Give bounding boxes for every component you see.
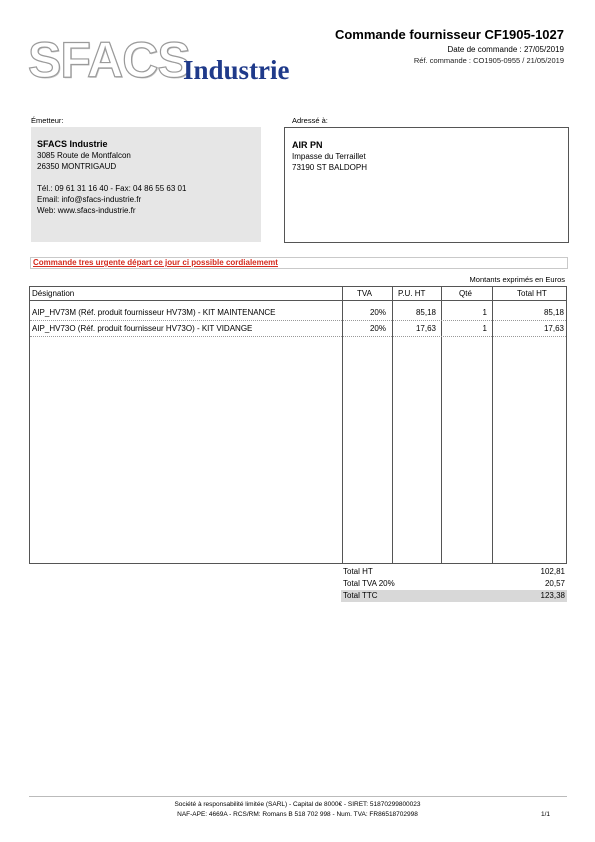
- currency-note: Montants exprimés en Euros: [469, 275, 565, 284]
- total-tva-label: Total TVA 20%: [343, 579, 395, 588]
- footer-legal-line2: NAF-APE: 4669A - RCS/RM: Romans B 518 702 998 - Num. TVA: FR86518702998: [177, 811, 418, 818]
- row-designation: AIP_HV73O (Réf. produit fournisseur HV73O) - KIT VIDANGE: [32, 324, 253, 333]
- total-ht-value: 102,81: [540, 567, 565, 576]
- order-note: [30, 257, 568, 269]
- order-note-text: Commande tres urgente départ ce jour ci possible cordialememt: [33, 258, 278, 267]
- table-row: [30, 320, 566, 337]
- footer-divider: [29, 796, 567, 797]
- recipient-label: Adressé à:: [292, 116, 328, 125]
- header-tva: TVA: [357, 289, 372, 298]
- row-total: 17,63: [543, 324, 564, 333]
- emitter-box: [31, 127, 261, 242]
- total-ttc-label: Total TTC: [343, 591, 378, 600]
- header-total-ht: Total HT: [517, 289, 547, 298]
- emitter-web: Web: www.sfacs-industrie.fr: [37, 206, 136, 215]
- document-title: Commande fournisseur CF1905-1027: [334, 27, 564, 42]
- row-unit-price: 17,63: [415, 324, 436, 333]
- row-total: 85,18: [543, 308, 564, 317]
- emitter-phone: Tél.: 09 61 31 16 40 - Fax: 04 86 55 63 01: [37, 184, 187, 193]
- emitter-email: Email: info@sfacs-industrie.fr: [37, 195, 142, 204]
- recipient-address2: 73190 ST BALDOPH: [292, 163, 368, 172]
- header-unit-price: P.U. HT: [398, 289, 426, 298]
- row-unit-price: 85,18: [415, 308, 436, 317]
- emitter-label: Émetteur:: [31, 116, 64, 125]
- order-lines-table: [29, 286, 567, 564]
- logo-industrie-text: Industrie: [183, 55, 290, 85]
- total-ttc-row: [341, 590, 567, 602]
- company-logo: [28, 34, 318, 90]
- total-tva-value: 20,57: [544, 579, 565, 588]
- recipient-box: [284, 127, 569, 243]
- table-header-divider: [30, 300, 566, 301]
- emitter-name: SFACS Industrie: [37, 139, 108, 149]
- row-quantity: 1: [482, 308, 487, 317]
- total-ttc-value: 123,38: [540, 591, 565, 600]
- recipient-name: AIR PN: [292, 140, 323, 150]
- row-tva: 20%: [369, 308, 386, 317]
- logo-sfacs-text: SFACS: [28, 32, 190, 88]
- page-number: 1/1: [540, 811, 550, 818]
- emitter-address1: 3085 Route de Montfalcon: [37, 151, 131, 160]
- table-row: [30, 304, 566, 321]
- total-ht-row: [341, 566, 567, 578]
- emitter-address2: 26350 MONTRIGAUD: [37, 162, 117, 171]
- total-tva-row: [341, 578, 567, 590]
- header-designation: Désignation: [32, 289, 75, 298]
- order-reference: Réf. commande : CO1905-0955 / 21/05/2019: [413, 56, 564, 65]
- row-tva: 20%: [369, 324, 386, 333]
- recipient-address1: Impasse du Terraillet: [292, 152, 366, 161]
- total-ht-label: Total HT: [343, 567, 373, 576]
- row-quantity: 1: [482, 324, 487, 333]
- header-quantity: Qté: [459, 289, 472, 298]
- row-designation: AIP_HV73M (Réf. produit fournisseur HV73M) - KIT MAINTENANCE: [32, 308, 276, 317]
- footer-legal-line1: Société à responsabilité limitée (SARL) - Capital de 8000€ - SIRET: 51870299800023: [174, 801, 421, 808]
- order-date: Date de commande : 27/05/2019: [447, 45, 564, 54]
